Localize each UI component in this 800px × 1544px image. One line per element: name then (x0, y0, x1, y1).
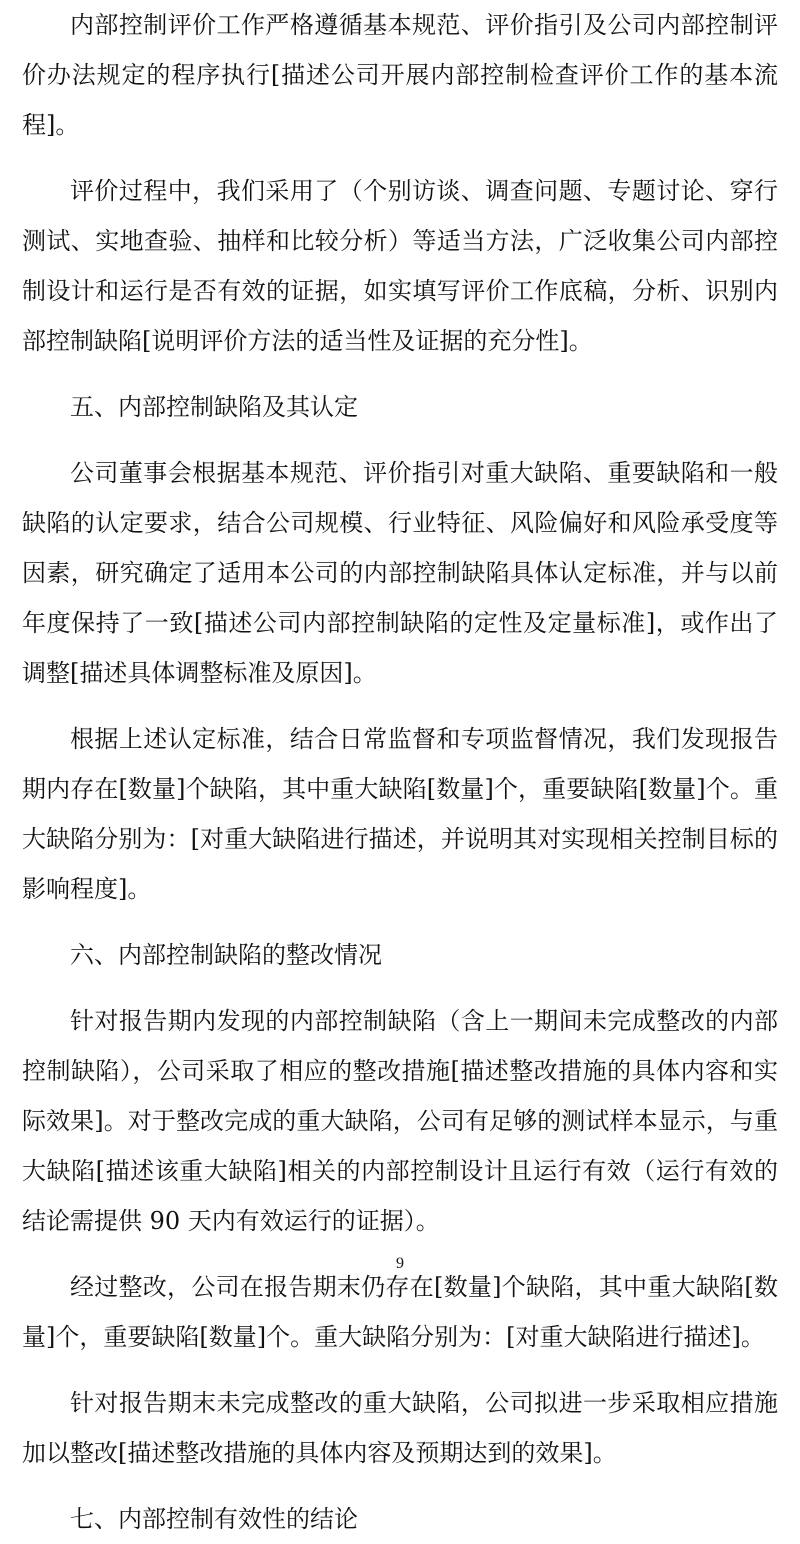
paragraph-gap (22, 980, 778, 996)
paragraph-defect-findings: 根据上述认定标准，结合日常监督和专项监督情况，我们发现报告期内存在[数量]个缺陷，其中重大缺陷[数量]个，重要缺陷[数量]个。重大缺陷分别为：[对重大缺陷进行描述，并说明其对实现相关控制目标的影响程度]。 (22, 725, 778, 903)
document-page (22, 0, 778, 1544)
paragraph-gap (22, 698, 778, 714)
section-heading-6: 六、内部控制缺陷的整改情况 (70, 941, 382, 969)
paragraph-rectification-measures: 针对报告期内发现的内部控制缺陷（含上一期间未完成整改的内部控制缺陷），公司采取了相应的整改措施[描述整改措施的具体内容和实际效果]。对于整改完成的重大缺陷，公司有足够的测试样本显示，与重大缺陷[描述该重大缺陷]相关的内部控制设计且运行有效（运行有效的结论需提供 90 天内有效运行的证据）。 (22, 1007, 778, 1235)
paragraph-gap (22, 150, 778, 166)
paragraph-gap (22, 432, 778, 448)
paragraph-evaluation-methods: 评价过程中，我们采用了（个别访谈、调查问题、专题讨论、穿行测试、实地查验、抽样和比较分析）等适当方法，广泛收集公司内部控制设计和运行是否有效的证据，如实填写评价工作底稿，分析、识别内部控制缺陷[说明评价方法的适当性及证据的充分性]。 (22, 177, 778, 355)
paragraph-gap (22, 1478, 778, 1494)
paragraph-evaluation-procedure: 内部控制评价工作严格遵循基本规范、评价指引及公司内部控制评价办法规定的程序执行[描述公司开展内部控制检查评价工作的基本流程]。 (22, 11, 778, 139)
section-heading-5: 五、内部控制缺陷及其认定 (70, 393, 358, 421)
paragraph-remaining-defects: 经过整改，公司在报告期末仍存在[数量]个缺陷，其中重大缺陷[数量]个，重要缺陷[数量]个。重大缺陷分别为：[对重大缺陷进行描述]。 (22, 1273, 778, 1351)
page-number: 9 (396, 1255, 404, 1272)
paragraph-further-measures: 针对报告期末未完成整改的重大缺陷，公司拟进一步采取相应措施加以整改[描述整改措施的具体内容及预期达到的效果]。 (22, 1389, 778, 1467)
paragraph-defect-standards: 公司董事会根据基本规范、评价指引对重大缺陷、重要缺陷和一般缺陷的认定要求，结合公司规模、行业特征、风险偏好和风险承受度等因素，研究确定了适用本公司的内部控制缺陷具体认定标准，并与以前年度保持了一致[描述公司内部控制缺陷的定性及定量标准]，或作出了调整[描述具体调整标准及原因]。 (22, 459, 778, 687)
paragraph-gap (22, 1362, 778, 1378)
paragraph-gap (22, 914, 778, 930)
paragraph-gap (22, 366, 778, 382)
section-heading-7: 七、内部控制有效性的结论 (70, 1505, 358, 1533)
